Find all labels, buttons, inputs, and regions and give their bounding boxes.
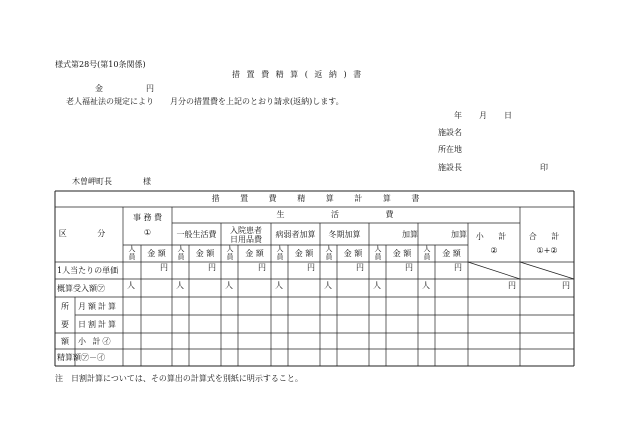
yen-mark: 円: [208, 263, 216, 272]
jinin-header: 人員: [177, 245, 185, 261]
kingaku-header: 金 額: [245, 249, 264, 258]
col-toki-kasan: 冬期加算: [328, 230, 361, 239]
jinin-header: 人員: [374, 245, 382, 261]
row-group-label-2: 要: [61, 320, 69, 329]
mayor-addressee: 木曽岬町長: [72, 177, 112, 186]
kubun-header: 区 分: [58, 229, 120, 238]
date-year: 年: [454, 111, 462, 120]
table-title: 措 置 費 精 算 計 算 書: [211, 194, 429, 203]
row-nichiwari-keisan: 日割計算: [78, 320, 118, 329]
jinin-header: 人員: [325, 245, 333, 261]
kingaku-header: 金 額: [294, 249, 314, 258]
col-nyuin-line1: 入院患者: [230, 226, 262, 235]
yen-mark: 円: [307, 263, 315, 272]
row-group-label-3: 額: [61, 337, 69, 346]
form-number: 様式第28号(第10条関係): [55, 60, 146, 69]
request-text: 老人福祉法の規定により 月分の措置費を上記のとおり請求(返納)します。: [66, 97, 344, 106]
jinin-header: 人員: [128, 245, 136, 261]
footnote: 注 日割計算については、その算出の計算式を別紙に明示すること。: [55, 374, 303, 383]
yen-mark: 円: [405, 263, 413, 272]
yen-mark: 円: [508, 281, 516, 290]
yen-mark: 円: [160, 263, 168, 272]
col-kasan-1: 加算: [402, 230, 418, 239]
row-gaisan-ukeire: 概算受入額㋐: [57, 284, 105, 293]
person-mark: 人: [176, 281, 184, 290]
seikatsuhi-header: 生 活 費: [276, 210, 416, 219]
col-gokei: 合 計: [528, 232, 566, 241]
kingaku-header: 金 額: [195, 249, 215, 258]
col-gokei-formula: ①+②: [536, 246, 558, 255]
person-mark: 人: [324, 281, 332, 290]
col-byojaku-kasan: 病弱者加算: [275, 230, 316, 239]
jinin-header: 人員: [226, 245, 234, 261]
person-mark: 人: [127, 281, 135, 290]
yen-mark: 円: [356, 263, 364, 272]
kingaku-header: 金 額: [343, 249, 363, 258]
person-mark: 人: [275, 281, 283, 290]
date-day: 日: [504, 111, 512, 120]
person-mark: 人: [225, 281, 233, 290]
yen-mark: 円: [454, 263, 462, 272]
col-nyuin-line2: 日用品費: [230, 235, 262, 244]
person-mark: 人: [422, 281, 430, 290]
kingaku-header: 金 額: [442, 249, 461, 258]
jinin-header: 人員: [276, 245, 284, 261]
kingaku-header: 金 額: [147, 249, 166, 258]
col-shokei: 小 計: [475, 232, 513, 241]
yen-mark: 円: [258, 263, 266, 272]
facility-director-label: 施設長: [438, 163, 462, 172]
row-getsugaku-keisan: 月額計算: [78, 302, 118, 311]
date-month: 月: [479, 111, 487, 120]
col-shokei-number: ②: [490, 246, 498, 255]
document-title: 措 置 費 精 算 ( 返 納 ) 書: [232, 70, 364, 79]
col-kasan-2: 加算: [451, 230, 467, 239]
jimuhi-header: 事 務 費: [132, 213, 163, 222]
kingaku-header: 金 額: [392, 249, 412, 258]
person-mark: 人: [373, 281, 381, 290]
addressee-honorific: 様: [143, 177, 151, 186]
row-shokei: 小 計㋑: [78, 337, 113, 346]
facility-address-label: 所在地: [438, 145, 462, 154]
amount-label: 金: [95, 84, 103, 93]
col-ippan-seikatsuhi: 一般生活費: [176, 230, 217, 239]
amount-unit: 円: [146, 84, 154, 93]
seal-mark: 印: [540, 163, 548, 172]
jinin-header: 人員: [423, 245, 431, 261]
row-group-label-1: 所: [61, 302, 69, 311]
yen-mark: 円: [562, 281, 570, 290]
row-unit-price: 1人当たりの単価: [57, 266, 119, 275]
row-seisan-gaku: 精算額㋐－㋑: [57, 353, 105, 362]
jimuhi-number: ①: [143, 228, 152, 237]
facility-name-label: 施設名: [438, 128, 462, 137]
